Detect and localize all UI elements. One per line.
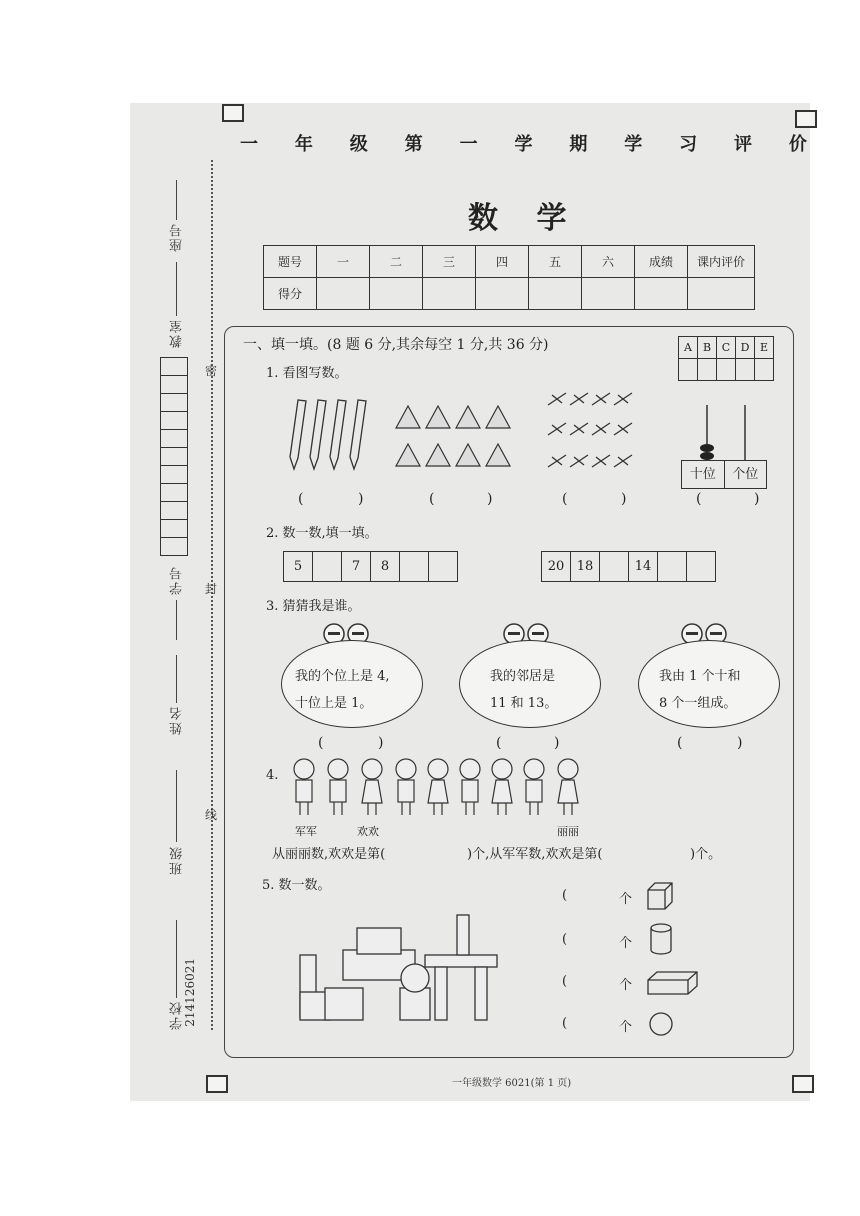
score-header: 四 <box>476 246 529 278</box>
pencils-picture <box>280 395 375 475</box>
q2-title: 2. 数一数,填一填。 <box>266 526 378 541</box>
title-char: 一 <box>240 134 259 155</box>
seq-cell-blank[interactable] <box>429 552 457 581</box>
title-char: 价 <box>788 134 808 155</box>
seq-cell-blank[interactable] <box>400 552 429 581</box>
grade-e: E <box>755 337 774 359</box>
title-char: 期 <box>569 134 589 155</box>
cylinder-icon <box>648 922 674 956</box>
answer-paren-close: ) <box>737 735 743 751</box>
seq-cell: 18 <box>571 552 600 581</box>
grade-d: D <box>736 337 755 359</box>
seq-cell: 14 <box>629 552 658 581</box>
q4-number: 4. <box>266 768 279 783</box>
seq-cell-blank[interactable] <box>658 552 687 581</box>
riddle-3-line-1: 我由 1 个十和 <box>659 669 741 684</box>
answer-blank-riddle-3[interactable] <box>689 735 733 755</box>
number-sequence-1 <box>283 551 458 582</box>
score-header: 三 <box>423 246 476 278</box>
score-cell[interactable] <box>317 278 370 310</box>
count-paren-open: ( <box>562 1016 568 1031</box>
answer-paren-close: ) <box>621 491 627 507</box>
corner-mark <box>222 104 244 122</box>
answer-blank-spheres[interactable] <box>575 1016 615 1034</box>
child-name-junjun: 军军 <box>295 825 317 838</box>
abacus-picture <box>680 400 770 462</box>
riddle-1-line-1: 我的个位上是 4, <box>295 669 390 684</box>
count-paren-open: ( <box>562 974 568 989</box>
page-footer: 一年级数学 6021(第 1 页) <box>452 1078 572 1089</box>
student-id-label: 学号 <box>170 565 185 595</box>
count-unit: 个 <box>619 936 633 951</box>
score-cell[interactable] <box>423 278 476 310</box>
grade-b: B <box>698 337 717 359</box>
answer-blank-cylinders[interactable] <box>575 932 615 950</box>
riddle-2-line-1: 我的邻居是 <box>490 669 556 684</box>
answer-blank-riddle-2[interactable] <box>508 735 550 755</box>
corner-mark <box>795 110 817 128</box>
grade-c: C <box>717 337 736 359</box>
score-cell[interactable] <box>582 278 635 310</box>
dragonflies-picture <box>540 385 655 480</box>
seq-cell: 5 <box>284 552 313 581</box>
score-header: 成绩 <box>635 246 688 278</box>
student-id-blank[interactable] <box>176 600 177 640</box>
score-header: 六 <box>582 246 635 278</box>
seq-cell-blank[interactable] <box>687 552 715 581</box>
answer-paren-close: ) <box>754 491 760 507</box>
count-unit: 个 <box>619 892 633 907</box>
title-char: 学 <box>624 134 644 155</box>
riddle-1-line-2: 十位上是 1。 <box>295 696 373 711</box>
q1-title: 1. 看图写数。 <box>266 366 348 381</box>
grade-cell[interactable] <box>717 359 736 381</box>
classroom-blank[interactable] <box>176 262 177 316</box>
answer-paren-open: ( <box>496 735 502 751</box>
solid-blocks-picture <box>295 910 505 1025</box>
score-cell[interactable] <box>529 278 582 310</box>
school-label: 学校 <box>170 1000 185 1030</box>
answer-blank-cuboids[interactable] <box>575 974 615 992</box>
answer-blank-riddle-1[interactable] <box>330 735 374 755</box>
title-char: 评 <box>734 134 754 155</box>
tens-place-label: 十位 <box>682 461 725 488</box>
grade-cell[interactable] <box>698 359 717 381</box>
answer-paren-open: ( <box>429 491 435 507</box>
child-name-lili: 丽丽 <box>557 825 579 838</box>
grade-cell[interactable] <box>755 359 774 381</box>
exam-title <box>240 130 808 156</box>
seat-blank[interactable] <box>176 180 177 220</box>
answer-blank-cubes[interactable] <box>575 888 615 906</box>
class-label: 班级 <box>170 845 185 875</box>
score-header: 二 <box>370 246 423 278</box>
children-row-picture <box>288 755 588 820</box>
abacus-labels <box>681 460 767 489</box>
q3-title: 3. 猜猜我是谁。 <box>266 599 361 614</box>
count-paren-open: ( <box>562 932 568 947</box>
answer-blank-abacus[interactable] <box>708 491 750 511</box>
score-cell[interactable] <box>635 278 688 310</box>
score-header: 一 <box>317 246 370 278</box>
title-char: 一 <box>459 134 479 155</box>
answer-blank-dragonflies[interactable] <box>574 491 617 511</box>
answer-paren-open: ( <box>562 491 568 507</box>
student-id-grid[interactable] <box>160 357 188 556</box>
count-unit: 个 <box>619 1020 633 1035</box>
sphere-icon <box>647 1010 675 1038</box>
q4-question-part-3: )个。 <box>690 847 722 862</box>
seq-cell-blank[interactable] <box>600 552 629 581</box>
riddle-3-line-2: 8 个一组成。 <box>659 696 737 711</box>
classroom-label: 教室 <box>170 318 185 348</box>
seat-label: 座号 <box>170 222 185 252</box>
count-paren-open: ( <box>562 888 568 903</box>
title-char: 习 <box>679 134 699 155</box>
q5-title: 5. 数一数。 <box>262 878 331 893</box>
score-cell[interactable] <box>370 278 423 310</box>
corner-mark <box>206 1075 228 1093</box>
class-blank[interactable] <box>176 770 177 842</box>
watermelon-slices-picture <box>392 400 522 475</box>
grade-cell[interactable] <box>736 359 755 381</box>
q4-question-part-2: )个,从军军数,欢欢是第( <box>467 847 603 862</box>
school-blank[interactable] <box>176 920 177 998</box>
cube-icon <box>645 880 675 912</box>
q4-question-part-1: 从丽丽数,欢欢是第( <box>272 847 386 862</box>
answer-paren-close: ) <box>487 491 493 507</box>
count-unit: 个 <box>619 978 633 993</box>
score-cell[interactable] <box>476 278 529 310</box>
title-char: 学 <box>514 134 534 155</box>
answer-paren-open: ( <box>677 735 683 751</box>
name-blank[interactable] <box>176 655 177 703</box>
score-header: 题号 <box>264 246 317 278</box>
cuboid-icon <box>645 968 701 998</box>
grade-cell[interactable] <box>679 359 698 381</box>
title-char: 年 <box>294 134 314 155</box>
seq-cell: 7 <box>342 552 371 581</box>
child-name-huanhuan: 欢欢 <box>357 825 379 838</box>
score-header: 课内评价 <box>688 246 755 278</box>
answer-paren-open: ( <box>298 491 304 507</box>
paper-code: 21412602​1 <box>183 958 197 1027</box>
answer-blank-watermelon[interactable] <box>441 491 483 511</box>
name-label: 姓名 <box>170 705 185 735</box>
answer-paren-close: ) <box>358 491 364 507</box>
section-one-heading: 一、填一填。(8 题 6 分,其余每空 1 分,共 36 分) <box>243 337 549 353</box>
answer-paren-close: ) <box>378 735 384 751</box>
answer-paren-open: ( <box>318 735 324 751</box>
seq-cell: 20 <box>542 552 571 581</box>
score-table <box>263 245 755 310</box>
number-sequence-2 <box>541 551 716 582</box>
answer-blank-pencils[interactable] <box>310 491 354 511</box>
score-row-label: 得分 <box>264 278 317 310</box>
ones-place-label: 个位 <box>732 467 759 482</box>
grade-a: A <box>679 337 698 359</box>
answer-blank-from-lili[interactable] <box>415 843 465 861</box>
title-char: 级 <box>349 134 369 155</box>
title-char: 第 <box>404 134 424 155</box>
score-header: 五 <box>529 246 582 278</box>
seal-feng: 封 <box>205 582 218 596</box>
seal-xian: 线 <box>205 808 218 822</box>
riddle-2-line-2: 11 和 13。 <box>490 696 558 711</box>
score-cell[interactable] <box>688 278 755 310</box>
subject-title: 数 学 <box>468 201 581 236</box>
answer-blank-from-junjun[interactable] <box>640 843 688 861</box>
seq-cell-blank[interactable] <box>313 552 342 581</box>
answer-paren-close: ) <box>554 735 560 751</box>
corner-mark <box>792 1075 814 1093</box>
answer-paren-open: ( <box>696 491 702 507</box>
grade-table <box>678 336 774 381</box>
seq-cell: 8 <box>371 552 400 581</box>
seal-mi: 密 <box>205 364 218 378</box>
